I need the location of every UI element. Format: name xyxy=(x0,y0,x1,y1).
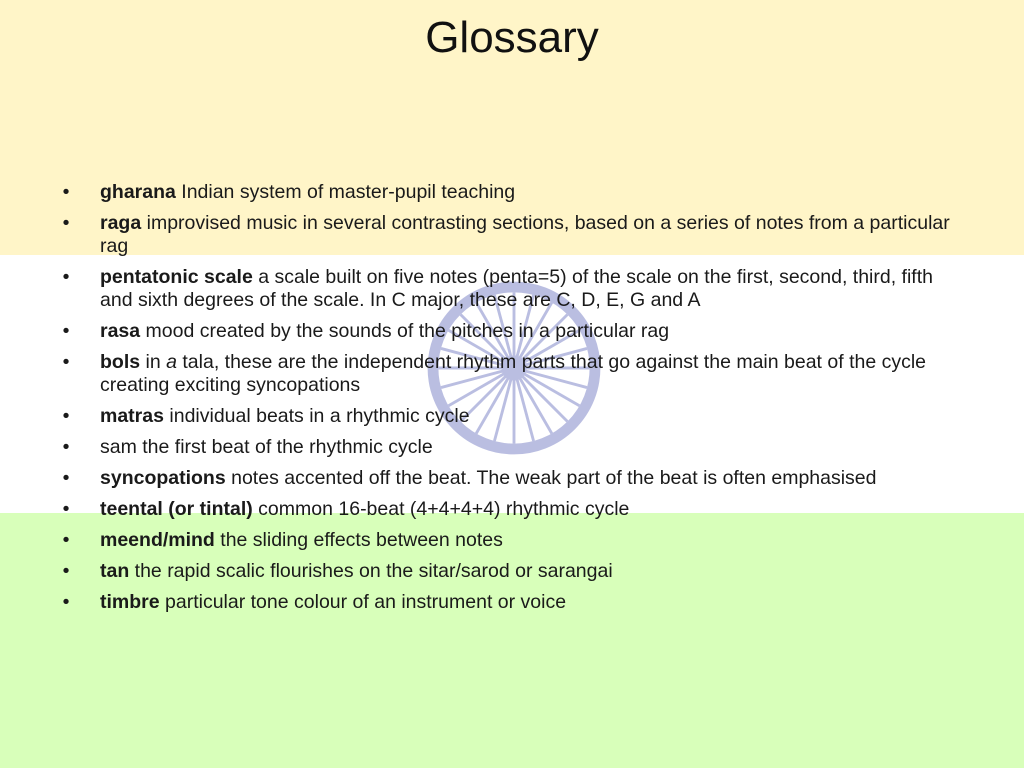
bullet: • xyxy=(62,212,70,234)
glossary-item xyxy=(58,498,958,521)
glossary-term: tan xyxy=(100,560,130,582)
glossary-definition: Indian system of master-pupil teaching xyxy=(175,181,516,203)
glossary-definition-prefix: in xyxy=(140,351,167,373)
glossary-term: gharana xyxy=(100,181,176,203)
glossary-item xyxy=(58,560,958,583)
glossary-item xyxy=(58,212,958,258)
glossary-definition: sam the first beat of the rhythmic cycle xyxy=(100,436,433,458)
glossary-definition: tala, these are the independent rhythm parts that go against the main beat of the cycle creating exciting syncopations xyxy=(100,351,927,396)
glossary-item xyxy=(58,351,958,397)
glossary-term: rasa xyxy=(100,320,141,342)
slide-title: Glossary xyxy=(425,13,599,62)
glossary-definition: the sliding effects between notes xyxy=(214,529,503,551)
glossary-definition: mood created by the sounds of the pitches in a particular rag xyxy=(140,320,670,342)
glossary-definition: notes accented off the beat. The weak part of the beat is often emphasised xyxy=(225,467,877,489)
glossary-definition: particular tone colour of an instrument or voice xyxy=(159,591,567,613)
bullet: • xyxy=(62,266,70,288)
glossary-definition: improvised music in several contrasting sections, based on a series of notes from a particular rag xyxy=(100,212,950,257)
bullet: • xyxy=(62,405,70,427)
bullet: • xyxy=(62,351,70,373)
bullet: • xyxy=(62,320,70,342)
glossary-term: meend/mind xyxy=(100,529,215,551)
bullet: • xyxy=(62,498,70,520)
glossary-term: matras xyxy=(100,405,164,427)
glossary-definition: a scale built on five notes (penta=5) of the scale on the first, second, third, fifth and sixth degrees of the scale. In C major, these are C, D, E, G and A xyxy=(100,266,933,311)
glossary-item xyxy=(58,436,958,459)
glossary-definition-italic: a xyxy=(166,351,177,373)
glossary-definition: common 16-beat (4+4+4+4) rhythmic cycle xyxy=(252,498,630,520)
glossary-term: teental (or tintal) xyxy=(100,498,253,520)
glossary-item xyxy=(58,591,958,614)
glossary-item xyxy=(58,266,958,312)
glossary-term: syncopations xyxy=(100,467,226,489)
glossary-item xyxy=(58,529,958,552)
glossary-item xyxy=(58,181,958,204)
glossary-term: pentatonic scale xyxy=(100,266,253,288)
glossary-definition: individual beats in a rhythmic cycle xyxy=(163,405,470,427)
glossary-item xyxy=(58,405,958,428)
bullet: • xyxy=(62,467,70,489)
glossary-term: raga xyxy=(100,212,142,234)
glossary-item xyxy=(58,467,958,490)
bullet: • xyxy=(62,181,70,203)
bullet: • xyxy=(62,591,70,613)
glossary-item xyxy=(58,320,958,343)
glossary-term: timbre xyxy=(100,591,160,613)
bullet: • xyxy=(62,560,70,582)
bullet: • xyxy=(62,529,70,551)
bullet: • xyxy=(62,436,70,458)
glossary-list xyxy=(58,181,958,622)
glossary-definition: the rapid scalic flourishes on the sitar/sarod or sarangai xyxy=(129,560,613,582)
glossary-term: bols xyxy=(100,351,141,373)
